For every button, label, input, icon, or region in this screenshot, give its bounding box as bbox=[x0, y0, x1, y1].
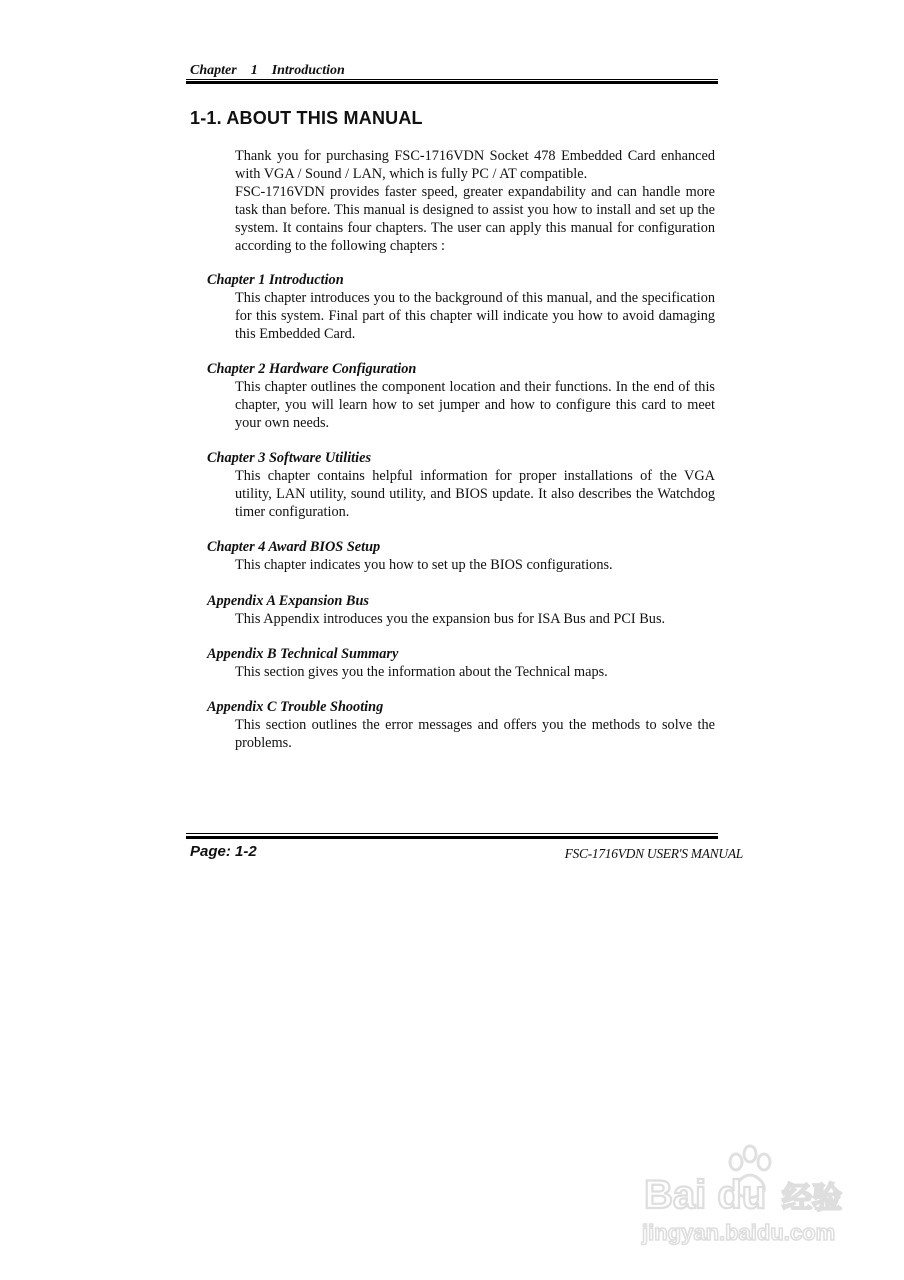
chapter-title: Chapter 3 Software Utilities bbox=[207, 450, 372, 467]
header-rule-thick bbox=[186, 81, 718, 84]
chapter-title: Chapter 4 Award BIOS Setup bbox=[207, 539, 381, 556]
chapter-description: This chapter indicates you how to set up the BIOS configurations. bbox=[235, 557, 613, 574]
chapter-description: This Appendix introduces you the expansion bus for ISA Bus and PCI Bus. bbox=[235, 610, 666, 627]
watermark-brand-cn: 经验 bbox=[782, 1181, 842, 1216]
chapter-entry bbox=[207, 450, 715, 522]
chapter-entry bbox=[207, 699, 715, 753]
chapter-entry bbox=[207, 539, 715, 575]
baidu-jingyan-watermark bbox=[640, 1140, 860, 1250]
footer-page-number: Page: 1-2 bbox=[190, 843, 257, 860]
chapter-description: This section gives you the information about the Technical maps. bbox=[235, 663, 608, 680]
chapter-title: Appendix A Expansion Bus bbox=[207, 592, 369, 609]
chapter-title: Appendix C Trouble Shooting bbox=[207, 699, 384, 716]
chapter-description: This chapter outlines the component location and their functions. In the end of this chapter, you will learn how to set jumper and how to configure this card to meet your own needs. bbox=[235, 379, 715, 431]
chapter-list bbox=[207, 272, 715, 771]
chapter-entry bbox=[207, 361, 715, 433]
intro-paragraph: FSC-1716VDN provides faster speed, greater expandability and can handle more task than before. This manual is designed to assist you how to install and set up the system. It contains four chapters. The user can apply this manual for configuration according to the following chapters : bbox=[235, 183, 715, 254]
chapter-description: This chapter introduces you to the background of this manual, and the specification for this system. Final part of this chapter will indicate you how to avoid damaging this Embedded Card. bbox=[235, 289, 715, 342]
chapter-entry bbox=[207, 272, 715, 344]
watermark-brand: Bai du bbox=[644, 1173, 767, 1217]
watermark-url: jingyan.baidu.com bbox=[642, 1220, 836, 1245]
chapter-entry bbox=[207, 593, 715, 629]
header-spacer bbox=[237, 63, 251, 78]
chapter-title: Chapter 2 Hardware Configuration bbox=[207, 361, 417, 378]
chapter-description: This chapter contains helpful information for proper installations of the VGA utility, LAN utility, sound utility, and BIOS update. It also describes the Watchdog timer configuration. bbox=[235, 468, 715, 520]
header-chapter-title: Introduction bbox=[271, 63, 345, 78]
footer-rule-thick bbox=[186, 836, 718, 839]
chapter-title: Chapter 1 Introduction bbox=[207, 272, 344, 288]
chapter-title: Appendix B Technical Summary bbox=[207, 646, 399, 662]
section-title: 1-1. ABOUT THIS MANUAL bbox=[190, 108, 423, 128]
intro-paragraph: Thank you for purchasing FSC-1716VDN Socket 478 Embedded Card enhanced with VGA / Sound / LAN, which is fully PC / AT compatible. bbox=[235, 148, 715, 182]
header-rule-thin bbox=[186, 79, 718, 80]
header-chapter-number: 1 bbox=[250, 63, 258, 78]
chapter-description: This section outlines the error messages and offers you the methods to solve the problems. bbox=[235, 717, 715, 752]
chapter-entry bbox=[207, 646, 715, 682]
header-spacer bbox=[258, 63, 272, 78]
intro-text bbox=[235, 148, 715, 255]
header-chapter-label: Chapter bbox=[190, 63, 237, 78]
footer-rule-thin bbox=[186, 833, 718, 834]
footer-manual-name: FSC-1716VDN USER'S MANUAL bbox=[564, 846, 743, 861]
page-header bbox=[190, 61, 718, 80]
